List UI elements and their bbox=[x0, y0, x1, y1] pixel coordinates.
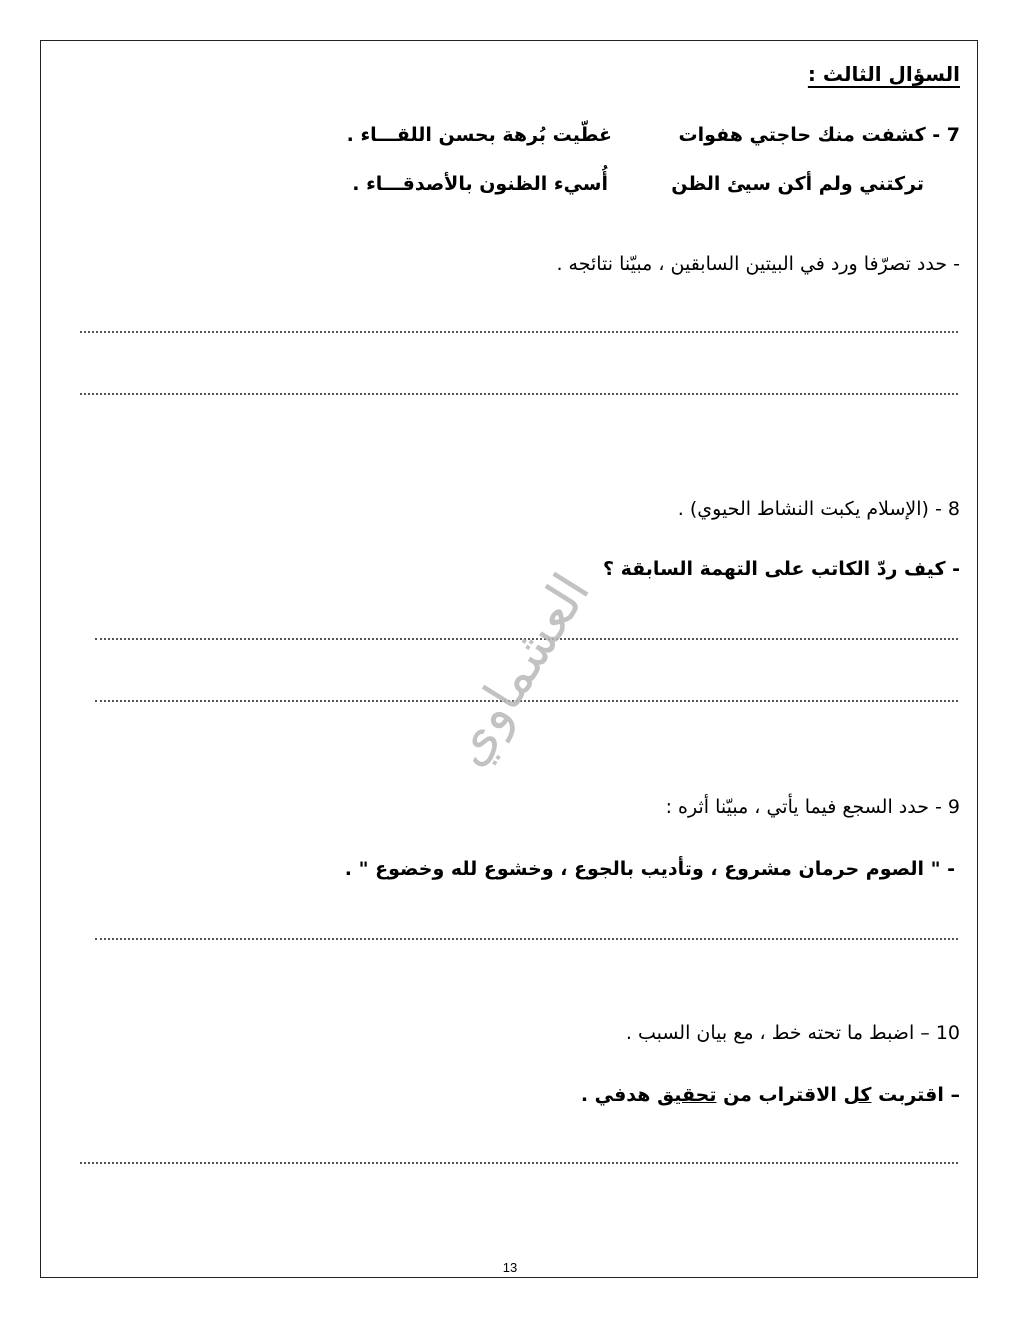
answer-line[interactable] bbox=[95, 938, 958, 940]
q9-text: - " الصوم حرمان مشروع ، وتأديب بالجوع ، وخشوع لله وخضوع " . bbox=[344, 858, 955, 880]
q9-prompt: 9 - حدد السجع فيما يأتي ، مبيّنا أثره : bbox=[665, 796, 960, 818]
section-title: السؤال الثالث : bbox=[807, 62, 960, 86]
q7-verse2-left: أُسيء الظنون بالأصدقـــاء . bbox=[352, 173, 608, 195]
q8-prompt: 8 - (الإسلام يكبت النشاط الحيوي) . bbox=[677, 498, 960, 520]
q10-sentence-suffix: هدفي . bbox=[580, 1084, 658, 1106]
q7-question: - حدد تصرّفا ورد في البيتين السابقين ، مبيّنا نتائجه . bbox=[556, 253, 960, 275]
q7-verse1-left: غطّيت بُرهة بحسن اللقـــاء . bbox=[346, 124, 612, 146]
answer-line[interactable] bbox=[80, 331, 958, 333]
q10-underlined-word-2: تحقيق bbox=[657, 1084, 717, 1106]
q7-verse2-right: تركتني ولم أكن سيئ الظن bbox=[671, 173, 924, 195]
q10-sentence bbox=[581, 1084, 960, 1106]
q7-verse1-right: 7 - كشفت منك حاجتي هفوات bbox=[678, 124, 960, 146]
page-number: 13 bbox=[502, 1260, 518, 1275]
watermark: العشماوي bbox=[437, 563, 603, 777]
q8-question: - كيف ردّ الكاتب على التهمة السابقة ؟ bbox=[602, 558, 960, 580]
q10-underlined-word-1: كل bbox=[843, 1084, 872, 1106]
answer-line[interactable] bbox=[80, 393, 958, 395]
q10-prompt: 10 – اضبط ما تحته خط ، مع بيان السبب . bbox=[625, 1022, 960, 1044]
q10-sentence-prefix: – اقتربت bbox=[871, 1084, 960, 1106]
q10-sentence-middle: الاقتراب من bbox=[716, 1084, 844, 1106]
answer-line[interactable] bbox=[80, 1162, 958, 1164]
